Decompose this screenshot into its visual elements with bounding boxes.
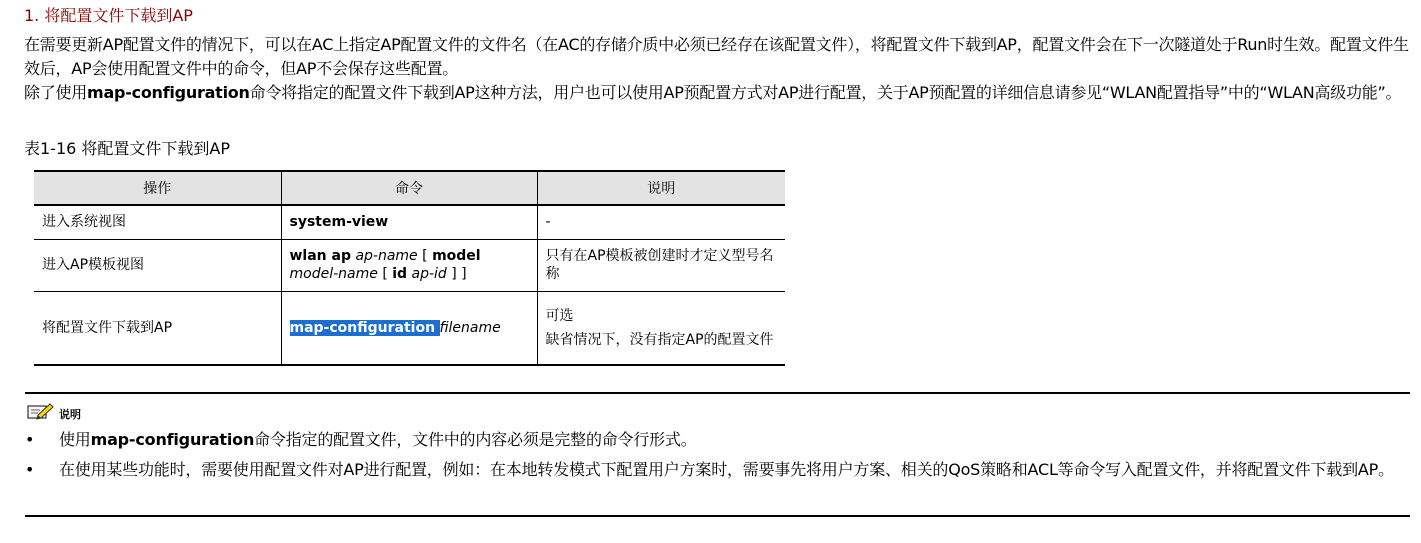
header-command: 命令 bbox=[281, 171, 537, 205]
table-row bbox=[34, 291, 785, 365]
header-operation: 操作 bbox=[34, 171, 281, 205]
intro-paragraph: 在需要更新AP配置文件的情况下，可以在AC上指定AP配置文件的文件名（在AC的存储介质中必须已经存在该配置文件），将配置文件下载到AP，配置文件会在下一次隧道处于Run时生效。配置文件生效后，AP会使用配置文件中的命令，但AP不会保存这些配置。 bbox=[24, 35, 1409, 78]
command-keyword: system-view bbox=[289, 214, 389, 231]
desc-cell: 只有在AP模板被创建时才定义型号名称 bbox=[537, 239, 785, 291]
command-bracket: ] ] bbox=[451, 266, 467, 282]
command-keyword: id bbox=[392, 266, 408, 282]
paragraph-text: 命令将指定的配置文件下载到AP这种方法，用户也可以使用AP预配置方式对AP进行配置，关于AP预配置的详细信息请参见“WLAN配置指导”中的“WLAN高级功能”。 bbox=[249, 83, 1402, 102]
command-arg: filename bbox=[439, 319, 501, 336]
command-keyword-selected[interactable]: map-configuration bbox=[289, 319, 436, 336]
note-text: 使用 bbox=[59, 430, 91, 449]
paragraph-text: 除了使用 bbox=[24, 83, 88, 102]
command-arg: ap-id bbox=[411, 266, 447, 282]
desc-optional: 可选 bbox=[545, 307, 574, 324]
table-row bbox=[34, 205, 785, 239]
desc-cell bbox=[537, 291, 785, 365]
note-top-rule bbox=[25, 392, 1410, 394]
note-pencil-icon bbox=[26, 402, 54, 420]
cmd-cell bbox=[281, 291, 537, 365]
command-keyword: wlan ap bbox=[289, 248, 351, 264]
section-heading: 1. 将配置文件下载到AP bbox=[24, 6, 193, 25]
bullet-marker: • bbox=[25, 430, 35, 449]
note-label: 说明 bbox=[59, 408, 81, 421]
cmd-cell bbox=[281, 205, 537, 239]
cmd-cell bbox=[281, 239, 537, 291]
desc-default: 缺省情况下，没有指定AP的配置文件 bbox=[545, 331, 774, 348]
command-keyword: model bbox=[432, 248, 481, 264]
bullet-marker: • bbox=[25, 460, 35, 479]
table-row bbox=[34, 239, 785, 291]
note-bottom-rule bbox=[25, 515, 1410, 517]
command-bracket: [ bbox=[422, 248, 428, 264]
note-text: 在使用某些功能时，需要使用配置文件对AP进行配置，例如：在本地转发模式下配置用户方案时，需要事先将用户方案、相关的QoS策略和ACL等命令写入配置文件，并将配置文件下载到AP。 bbox=[59, 460, 1394, 479]
table-caption: 表1-16 将配置文件下载到AP bbox=[24, 139, 230, 158]
note-text: 命令指定的配置文件，文件中的内容必须是完整的命令行形式。 bbox=[254, 430, 697, 449]
desc-cell: - bbox=[537, 205, 785, 239]
header-description: 说明 bbox=[537, 171, 785, 205]
op-cell: 进入AP模板视图 bbox=[34, 239, 281, 291]
method-paragraph bbox=[24, 81, 1414, 105]
command-bracket: [ bbox=[382, 266, 388, 282]
table-header-row bbox=[34, 171, 785, 205]
command-arg: ap-name bbox=[355, 248, 418, 264]
command-keyword: map-configuration bbox=[87, 83, 250, 102]
command-arg: model-name bbox=[289, 266, 378, 282]
command-keyword: map-configuration bbox=[90, 430, 255, 449]
op-cell: 进入系统视图 bbox=[34, 205, 281, 239]
op-cell: 将配置文件下载到AP bbox=[34, 291, 281, 365]
config-table bbox=[34, 170, 785, 366]
